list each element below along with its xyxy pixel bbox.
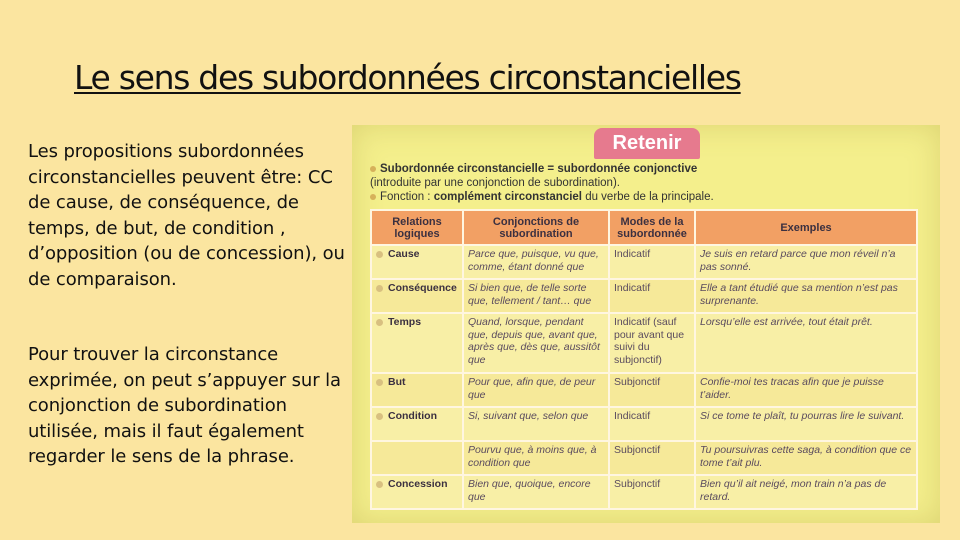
bullet-icon [376,251,383,258]
bullet-icon [376,481,383,488]
conjonction-cell: Pour que, afin que, de peur que [463,373,609,407]
header-exemples: Exemples [695,210,917,245]
conjonction-cell: Pourvu que, à moins que, à condition que [463,441,609,475]
exemple-cell: Elle a tant étudié que sa mention n’est pas surprenante. [695,279,917,313]
bullet-icon [376,413,383,420]
bullet-icon [370,166,376,172]
relation-cell: Condition [371,407,463,441]
relation-cell: Cause [371,245,463,279]
mode-cell: Subjonctif [609,441,695,475]
exemple-cell: Lorsqu’elle est arrivée, tout était prêt. [695,313,917,373]
relation-cell: Conséquence [371,279,463,313]
header-relations: Relations logiques [371,210,463,245]
rule-line-2: (introduite par une conjonction de subordination). [370,177,620,189]
exemple-cell: Tu poursuivras cette saga, à condition que ce tome t’ait plu. [695,441,917,475]
table-header-row [371,210,917,245]
rule-line-3-prefix: Fonction : [380,191,431,203]
retenir-tab: Retenir [594,128,700,159]
intro-paragraph: Les propositions subordonnées circonstancielles peuvent être: CC de cause, de conséquence, de temps, de but, de condition , d’opposition (ou de concession), ou de comparaison. [28,141,345,290]
relation-cell: Concession [371,475,463,509]
rule-line-3-suffix: du verbe de la principale. [585,191,714,203]
table-row [371,407,917,441]
table-row [371,245,917,279]
mode-cell: Indicatif [609,279,695,313]
bullet-icon [370,194,376,200]
mode-cell: Subjonctif [609,373,695,407]
rule-line-1-text: Subordonnée circonstancielle = subordonnée conjonctive [380,163,698,175]
table-row [371,313,917,373]
exemple-cell: Je suis en retard parce que mon réveil n’a pas sonné. [695,245,917,279]
exemple-cell: Confie-moi tes tracas afin que je puisse t’aider. [695,373,917,407]
header-modes: Modes de la subordonnée [609,210,695,245]
exemple-cell: Bien qu’il ait neigé, mon train n’a pas de retard. [695,475,917,509]
conjonction-cell: Si, suivant que, selon que [463,407,609,441]
textbook-scan [352,125,940,523]
mode-cell: Indicatif (sauf pour avant que suivi du subjonctif) [609,313,695,373]
mode-cell: Subjonctif [609,475,695,509]
table-row [371,475,917,509]
mode-cell: Indicatif [609,245,695,279]
relation-cell: Temps [371,313,463,373]
conjonction-cell: Parce que, puisque, vu que, comme, étant donné que [463,245,609,279]
table-row [371,279,917,313]
mode-cell: Indicatif [609,407,695,441]
relation-cell [371,441,463,475]
rule-line-3-bold: complément circonstanciel [433,191,582,203]
conjonction-cell: Bien que, quoique, encore que [463,475,609,509]
conjonction-cell: Si bien que, de telle sorte que, tellement / tant… que [463,279,609,313]
bullet-icon [376,319,383,326]
bullet-icon [376,285,383,292]
rule-line-1 [370,163,697,176]
table-row [371,373,917,407]
exemple-cell: Si ce tome te plaît, tu pourras lire le suivant. [695,407,917,441]
rule-line-3 [370,191,714,204]
relation-cell: But [371,373,463,407]
slide-title: Le sens des subordonnées circonstancielles [74,58,741,97]
header-conjonctions: Conjonctions de subordination [463,210,609,245]
relations-table [370,209,918,510]
method-paragraph: Pour trouver la circonstance exprimée, on peut s’appuyer sur la conjonction de subordination utilisée, mais il faut également regarder le sens de la phrase. [28,344,341,467]
table-row [371,441,917,475]
conjonction-cell: Quand, lorsque, pendant que, depuis que, avant que, après que, dès que, aussitôt que [463,313,609,373]
bullet-icon [376,379,383,386]
